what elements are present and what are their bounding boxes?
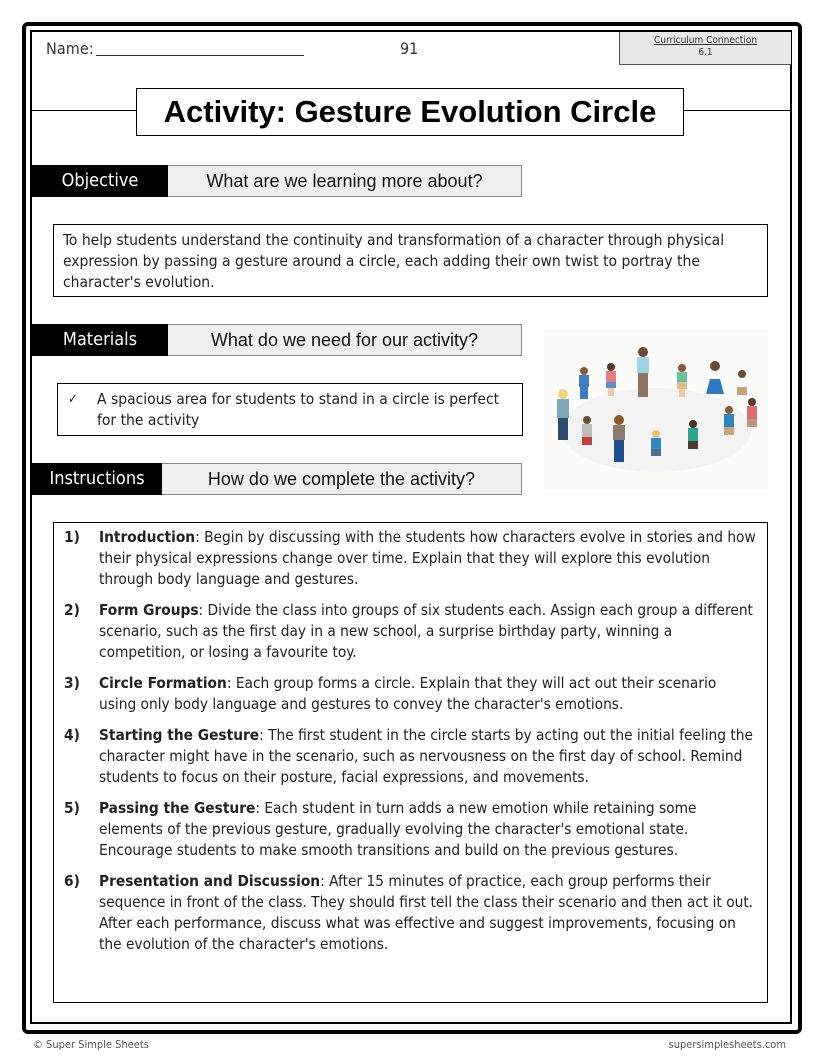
step-title: Circle Formation (99, 674, 227, 692)
step-number: 5) (64, 799, 80, 817)
materials-section-header (32, 324, 522, 356)
step-title: Introduction (99, 528, 196, 546)
instruction-step (64, 725, 757, 788)
step-title: Starting the Gesture (99, 726, 260, 744)
step-text: : Each student in turn adds a new emotion while retaining some elements of the previous gesture, gradually evolving the character's emotional state. Encourage students to make smooth transitions and build on the previous gestures. (99, 799, 697, 859)
instructions-list (53, 522, 768, 1003)
materials-label: Materials (32, 324, 168, 356)
students-circle-illustration (543, 330, 769, 490)
materials-list-item (57, 383, 523, 436)
curriculum-connection-link[interactable]: Curriculum Connection (653, 35, 758, 46)
instruction-step (64, 871, 757, 955)
step-text: : After 15 minutes of practice, each group performs their sequence in front of the class. They should first tell the class their scenario and then act it out. After each performance, discuss what was effective and suggest improvements, focusing on the evolution of the character's emotions. (99, 872, 754, 953)
instructions-question: How do we complete the activity? (162, 463, 522, 495)
step-number: 2) (64, 601, 80, 619)
page-title: Activity: Gesture Evolution Circle (136, 88, 684, 136)
instructions-section-header (32, 463, 522, 495)
checkmark-icon: ✓ (68, 392, 78, 407)
materials-item-text: A spacious area for students to stand in a circle is perfect for the activity (97, 390, 500, 429)
instruction-step (64, 798, 757, 861)
step-text: : The first student in the circle starts by acting out the initial feeling the character might have in the scenario, such as nervousness on the first day of school. Remind students to focus on their posture, facial expressions, and movements. (99, 726, 753, 786)
objective-section-header (32, 165, 522, 197)
step-title: Form Groups (99, 601, 199, 619)
instruction-step (64, 673, 757, 715)
name-label: Name: (46, 39, 94, 58)
instructions-label: Instructions (32, 463, 162, 495)
footer-copyright: © Super Simple Sheets (33, 1038, 149, 1051)
page-number: 91 (400, 39, 419, 58)
step-text: : Each group forms a circle. Explain that they will act out their scenario using only body language and gestures to convey the character's emotions. (99, 674, 717, 713)
curriculum-connection-value: 6.1 (698, 47, 713, 58)
instruction-step (64, 527, 757, 590)
students-circle-illustration-svg (543, 330, 769, 490)
step-title: Presentation and Discussion (99, 872, 321, 890)
step-number: 6) (64, 872, 80, 890)
materials-question: What do we need for our activity? (168, 324, 522, 356)
step-text: : Divide the class into groups of six students each. Assign each group a different scenario, such as the first day in a new school, a surprise birthday party, winning a competition, or losing a favourite toy. (99, 601, 753, 661)
step-number: 1) (64, 528, 80, 546)
step-title: Passing the Gesture (99, 799, 256, 817)
footer-website-link[interactable]: supersimplesheets.com (668, 1038, 786, 1051)
objective-question: What are we learning more about? (168, 165, 522, 197)
step-number: 3) (64, 674, 80, 692)
objective-text: To help students understand the continuity and transformation of a character through physical expression by passing a gesture around a circle, each adding their own twist to portray the character's evolution. (53, 224, 768, 297)
name-field[interactable] (46, 39, 304, 58)
objective-label: Objective (32, 165, 168, 197)
name-blank-line[interactable] (96, 40, 304, 56)
step-number: 4) (64, 726, 80, 744)
instruction-step (64, 600, 757, 663)
curriculum-connection-box (619, 32, 791, 65)
step-text: : Begin by discussing with the students how characters evolve in stories and how their physical expressions change over time. Explain that they will explore this evolution through body language and gestures. (99, 528, 756, 588)
